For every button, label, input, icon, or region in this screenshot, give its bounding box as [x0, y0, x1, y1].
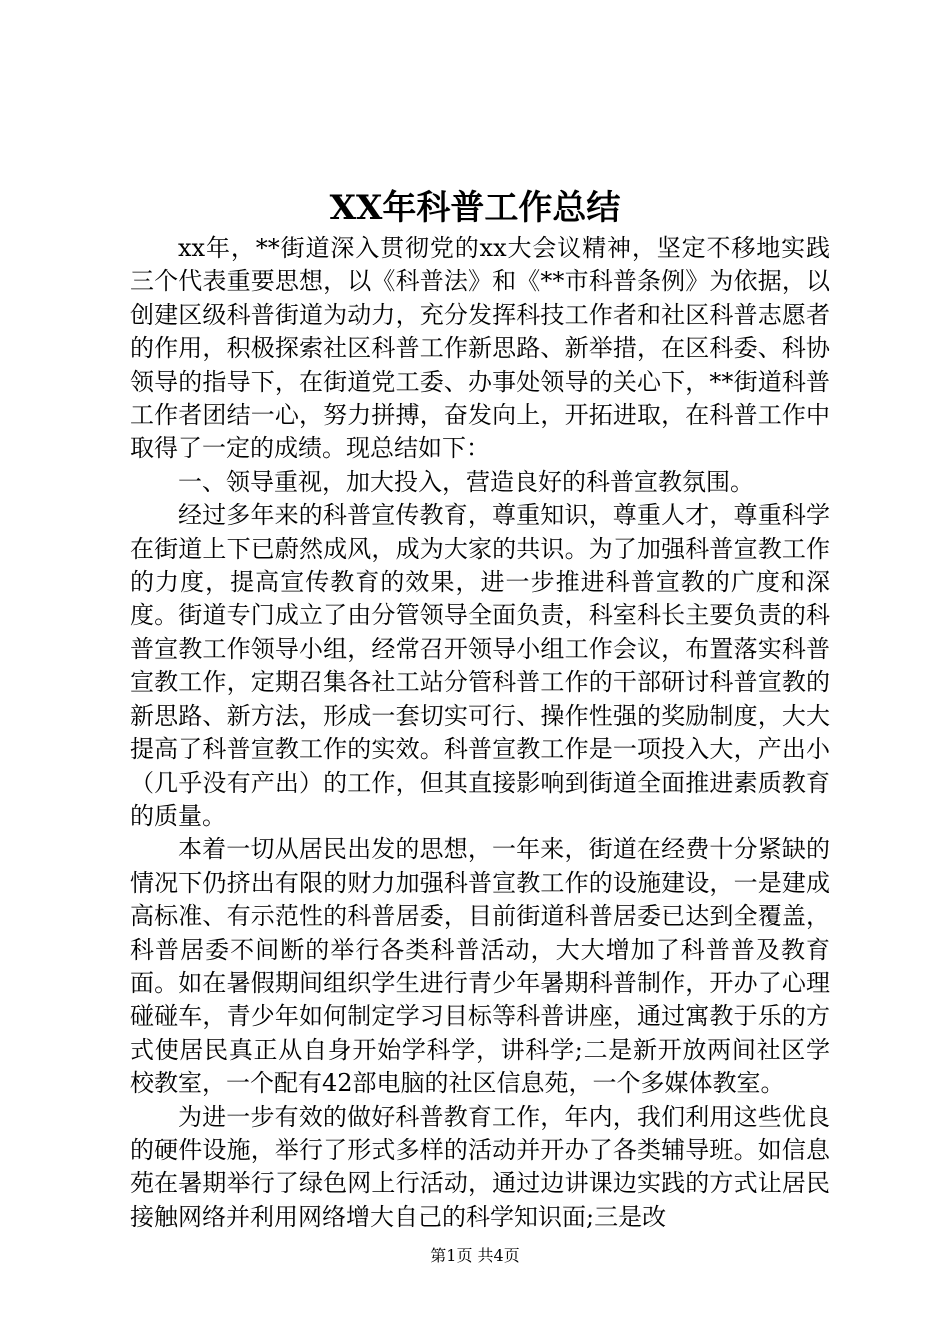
document-body	[130, 232, 830, 1234]
paragraph-3: 本着一切从居民出发的思想，一年来，街道在经费十分紧缺的情况下仍挤出有限的财力加强科普宣教工作的设施建设，一是建成高标准、有示范性的科普居委，目前街道科普居委已达到全覆盖，科普居委不间断的举行各类科普活动，大大增加了科普普及教育面。如在暑假期间组织学生进行青少年暑期科普制作，开办了心理碰碰车，青少年如何制定学习目标等科普讲座，通过寓教于乐的方式使居民真正从自身开始学科学，讲科学;二是新开放两间社区学校教室，一个配有42部电脑的社区信息苑，一个多媒体教室。	[130, 835, 830, 1098]
paragraph-2: 经过多年来的科普宣传教育，尊重知识，尊重人才，尊重科学在街道上下已蔚然成风，成为大家的共识。为了加强科普宣教工作的力度，提高宣传教育的效果，进一步推进科普宣教的广度和深度。街道专门成立了由分管领导全面负责，科室科长主要负责的科普宣教工作领导小组，经常召开领导小组工作会议，布置落实科普宣教工作，定期召集各社工站分管科普工作的干部研讨科普宣教的新思路、新方法，形成一套切实可行、操作性强的奖励制度，大大提高了科普宣教工作的实效。科普宣教工作是一项投入大，产出小（几乎没有产出）的工作，但其直接影响到街道全面推进素质教育的质量。	[130, 501, 830, 830]
page-footer: 第1页 共4页	[430, 1246, 520, 1265]
paragraph-intro: xx年，**街道深入贯彻党的xx大会议精神，坚定不移地实践三个代表重要思想，以《科普法》和《**市科普条例》为依据，以创建区级科普街道为动力，充分发挥科技工作者和社区科普志愿者的作用，积极探索社区科普工作新思路、新举措，在区科委、科协领导的指导下，在街道党工委、办事处领导的关心下，**街道科普工作者团结一心，努力拼搏，奋发向上，开拓进取，在科普工作中取得了一定的成绩。现总结如下：	[130, 234, 830, 463]
document-title: XX年科普工作总结	[329, 188, 621, 228]
paragraph-4: 为进一步有效的做好科普教育工作，年内，我们利用这些优良的硬件设施，举行了形式多样的活动并开办了各类辅导班。如信息苑在暑期举行了绿色网上行活动，通过边讲课边实践的方式让居民接触网络并利用网络增大自己的科学知识面;三是改	[130, 1102, 830, 1231]
section-heading-1: 一、领导重视，加大投入，营造良好的科普宣教氛围。	[178, 467, 754, 496]
